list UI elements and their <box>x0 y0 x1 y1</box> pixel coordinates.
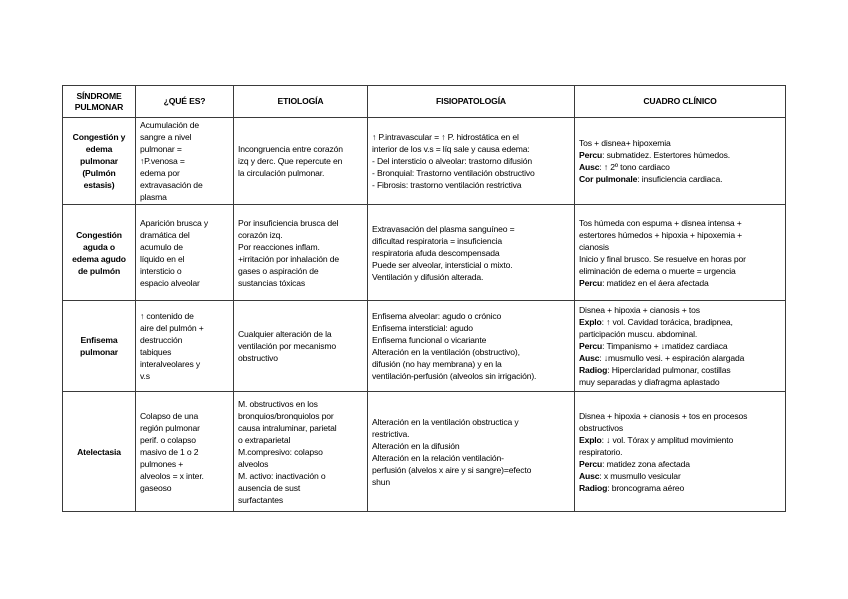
cell-line: Enfisema <box>80 335 118 345</box>
cell-cuadro-clinico <box>575 301 786 392</box>
cell-line: estasis) <box>83 180 115 190</box>
cell-line: Extravasación del plasma sanguíneo = <box>372 223 515 234</box>
header-text: SÍNDROME <box>76 90 122 101</box>
clinical-label: Percu <box>579 341 603 351</box>
header-text: FISIOPATOLOGÍA <box>436 96 506 106</box>
clinical-label: Percu <box>579 150 603 160</box>
cell-line: edema por <box>140 168 180 178</box>
cell-line: Atelectasia <box>77 446 121 457</box>
cell-line: restrictiva. <box>372 428 410 439</box>
cell-line: difusión (no hay membrana) y en la <box>372 359 502 369</box>
cell-line: Congestión y <box>72 132 126 142</box>
clinical-label: Explo <box>579 434 602 445</box>
cell-line: sangre a nivel <box>140 132 192 142</box>
cell-line: - Fibrosis: trastorno ventilación restrictiva <box>372 180 522 190</box>
header-etiologia <box>234 86 368 118</box>
cell-que-es <box>136 301 234 392</box>
clinical-line <box>579 340 781 352</box>
clinical-text: obstructivos <box>579 422 624 433</box>
cell-line: perif. o colapso <box>140 434 196 445</box>
cell-line: M. obstructivos en los <box>238 398 318 409</box>
clinical-text: : ↓musmullo vesi. + espiración alargada <box>599 353 745 363</box>
clinical-line <box>579 316 781 328</box>
cell-line: líquido en el <box>140 253 185 264</box>
cell-line: pulmonar <box>80 347 118 357</box>
cell-line: edema agudo <box>72 253 126 264</box>
cell-line: Cualquier alteración de la <box>238 329 332 339</box>
cell-line: Alteración en la ventilación (obstructivo), <box>372 347 520 357</box>
cell-cuadro-clinico <box>575 205 786 301</box>
clinical-label: Cor pulmonale <box>579 174 638 184</box>
clinical-line <box>579 352 781 364</box>
cell-line: v.s <box>140 371 150 381</box>
cell-line: o extraparietal <box>238 434 291 445</box>
clinical-line <box>579 149 781 161</box>
clinical-line <box>579 446 781 458</box>
clinical-label: Explo <box>579 317 602 327</box>
clinical-line <box>579 422 781 434</box>
cell-line: corazón izq. <box>238 229 283 240</box>
cell-line: alveolos = x inter. <box>140 470 204 481</box>
cell-cuadro-clinico <box>575 118 786 205</box>
cell-syndrome <box>63 392 136 512</box>
clinical-line <box>579 482 781 494</box>
cell-line: masivo de 1 o 2 <box>140 446 199 457</box>
cell-syndrome <box>63 205 136 301</box>
cell-line: M.compresivo: colapso <box>238 446 323 457</box>
cell-line: región pulmonar <box>140 422 200 433</box>
cell-line: ↑ contenido de <box>140 311 194 321</box>
clinical-line <box>579 328 781 340</box>
clinical-line <box>579 304 781 316</box>
header-text: CUADRO CLÍNICO <box>643 96 717 106</box>
header-text: ETIOLOGÍA <box>277 96 324 106</box>
clinical-line <box>579 470 781 482</box>
cell-line: ventilación-perfusión (alveolos sin irrigación). <box>372 371 537 381</box>
syndromes-table <box>62 85 786 512</box>
clinical-text: Tos húmeda con espuma + disnea intensa + <box>579 217 742 228</box>
cell-line: aire del pulmón + <box>140 323 204 333</box>
clinical-line <box>579 173 781 185</box>
cell-line: pulmonar = <box>140 144 182 154</box>
cell-line: gaseoso <box>140 482 172 493</box>
cell-line: Acumulación de <box>140 120 200 130</box>
clinical-line <box>579 458 781 470</box>
cell-line: alveolos <box>238 458 269 469</box>
clinical-text: : submatidez. Estertores húmedos. <box>602 150 730 160</box>
clinical-text: muy separadas y diafragma aplastado <box>579 377 720 387</box>
clinical-line <box>579 277 781 289</box>
cell-etiologia <box>234 392 368 512</box>
cell-line: dramática del <box>140 229 190 240</box>
cell-line: dificultad respiratoria = insuficiencia <box>372 235 503 246</box>
header-cuadro-clinico <box>575 86 786 118</box>
clinical-line <box>579 253 781 265</box>
clinical-text: : ↑ vol. Cavidad torácica, bradipnea, <box>601 317 733 327</box>
clinical-label: Radiog <box>579 482 608 493</box>
clinical-text: respiratorio. <box>579 446 623 457</box>
clinical-label: Radiog <box>579 365 608 375</box>
cell-line: izq y derc. Que repercute en <box>238 156 343 166</box>
clinical-line <box>579 137 781 149</box>
cell-line: (Pulmón <box>82 168 116 178</box>
header-text: ¿QUÉ ES? <box>163 96 206 106</box>
cell-line: plasma <box>140 192 167 202</box>
clinical-text: : matidez zona afectada <box>602 458 690 469</box>
header-syndrome <box>63 86 136 118</box>
clinical-line <box>579 364 781 376</box>
clinical-text: cianosis <box>579 241 609 252</box>
clinical-text: : x musmullo vesicular <box>599 470 681 481</box>
cell-line: Aparición brusca y <box>140 217 208 228</box>
cell-line: edema <box>85 144 113 154</box>
cell-line: causa intraluminar, parietal <box>238 422 337 433</box>
cell-que-es <box>136 118 234 205</box>
cell-line: Colapso de una <box>140 410 199 421</box>
clinical-label: Ausc <box>579 353 600 363</box>
cell-line: shun <box>372 476 391 487</box>
cell-line: Alteración en la relación ventilación- <box>372 452 504 463</box>
cell-line: - Bronquial: Trastorno ventilación obstructivo <box>372 168 535 178</box>
table-row <box>63 205 786 301</box>
cell-etiologia <box>234 301 368 392</box>
cell-que-es <box>136 392 234 512</box>
clinical-text: : Hiperclaridad pulmonar, costillas <box>607 365 731 375</box>
clinical-line <box>579 376 781 388</box>
cell-line: interior de los v.s = líq sale y causa edema: <box>372 144 530 154</box>
cell-line: gases o aspiración de <box>238 265 319 276</box>
cell-line: interalveolares y <box>140 359 201 369</box>
cell-line: aguda o <box>83 241 115 252</box>
cell-line: - Del intersticio o alveolar: trastorno difusión <box>372 156 532 166</box>
cell-line: espacio alveolar <box>140 277 200 288</box>
cell-line: acumulo de <box>140 241 183 252</box>
clinical-text: Disnea + hipoxia + cianosis + tos en procesos <box>579 410 748 421</box>
clinical-line <box>579 410 781 422</box>
cell-etiologia <box>234 205 368 301</box>
cell-line: Por insuficiencia brusca del <box>238 217 339 228</box>
clinical-line <box>579 241 781 253</box>
cell-fisiopatologia <box>368 301 575 392</box>
cell-line: tabiques <box>140 347 172 357</box>
cell-fisiopatologia <box>368 392 575 512</box>
clinical-line <box>579 217 781 229</box>
clinical-text: participación muscu. abdominal. <box>579 329 698 339</box>
clinical-line <box>579 434 781 446</box>
header-fisiopatologia <box>368 86 575 118</box>
cell-line: ↑P.venosa = <box>140 156 185 166</box>
clinical-text: Tos + disnea+ hipoxemia <box>579 138 671 148</box>
cell-line: Incongruencia entre corazón <box>238 144 343 154</box>
cell-line: Por reacciones inflam. <box>238 241 320 252</box>
cell-que-es <box>136 205 234 301</box>
cell-line: Ventilación y difusión alterada. <box>372 271 484 282</box>
clinical-line <box>579 265 781 277</box>
cell-line: Congestión <box>76 229 122 240</box>
clinical-text: : matidez en el áera afectada <box>602 277 709 288</box>
clinical-text: estertores húmedos + hipoxia + hipoxemia + <box>579 229 743 240</box>
clinical-text: : Timpanismo + ↓matidez cardiaca <box>602 341 728 351</box>
cell-line: sustancias tóxicas <box>238 277 306 288</box>
clinical-text: Disnea + hipoxia + cianosis + tos <box>579 305 700 315</box>
cell-line: Enfisema funcional o vicariante <box>372 335 487 345</box>
cell-etiologia <box>234 118 368 205</box>
table-row <box>63 118 786 205</box>
clinical-text: : broncograma aéreo <box>607 482 685 493</box>
cell-line: Alteración en la ventilación obstructica y <box>372 416 519 427</box>
clinical-text: : ↑ 2º tono cardiaco <box>599 162 670 172</box>
clinical-line <box>579 161 781 173</box>
cell-line: pulmonar <box>80 156 118 166</box>
clinical-text: eliminación de edema o muerte = urgencia <box>579 265 736 276</box>
cell-cuadro-clinico <box>575 392 786 512</box>
cell-line: destrucción <box>140 335 183 345</box>
cell-line: Alteración en la difusión <box>372 440 460 451</box>
table-row <box>63 392 786 512</box>
clinical-text: Inicio y final brusco. Se resuelve en horas por <box>579 253 746 264</box>
clinical-label: Ausc <box>579 162 600 172</box>
cell-fisiopatologia <box>368 118 575 205</box>
cell-line: ventilación por mecanismo <box>238 341 336 351</box>
cell-line: de pulmón <box>77 265 121 276</box>
cell-fisiopatologia <box>368 205 575 301</box>
cell-syndrome <box>63 301 136 392</box>
cell-syndrome <box>63 118 136 205</box>
cell-line: M. activo: inactivación o <box>238 470 326 481</box>
cell-line: surfactantes <box>238 494 284 505</box>
clinical-label: Percu <box>579 458 603 469</box>
cell-line: bronquios/bronquiolos por <box>238 410 334 421</box>
cell-line: ausencia de sust <box>238 482 301 493</box>
cell-line: ↑ P.intravascular = ↑ P. hidrostática en el <box>372 132 519 142</box>
cell-line: intersticio o <box>140 265 182 276</box>
cell-line: +irritación por inhalación de <box>238 253 339 264</box>
cell-line: respiratoria afuda descompensada <box>372 247 500 258</box>
header-text: PULMONAR <box>74 101 124 112</box>
cell-line: Enfisema intersticial: agudo <box>372 323 473 333</box>
clinical-text: : ↓ vol. Tórax y amplitud movimiento <box>601 434 734 445</box>
cell-line: perfusión (alvelos x aire y si sangre)=efecto <box>372 464 532 475</box>
cell-line: pulmones + <box>140 458 184 469</box>
header-row <box>63 86 786 118</box>
header-que-es <box>136 86 234 118</box>
cell-line: extravasación de <box>140 180 203 190</box>
clinical-line <box>579 229 781 241</box>
cell-line: la circulación pulmonar. <box>238 168 325 178</box>
clinical-label: Percu <box>579 277 603 288</box>
cell-line: obstructivo <box>238 353 278 363</box>
table-row <box>63 301 786 392</box>
clinical-label: Ausc <box>579 470 600 481</box>
clinical-text: : insuficiencia cardiaca. <box>637 174 723 184</box>
cell-line: Enfisema alveolar: agudo o crónico <box>372 311 502 321</box>
cell-line: Puede ser alveolar, intersticial o mixto. <box>372 259 513 270</box>
